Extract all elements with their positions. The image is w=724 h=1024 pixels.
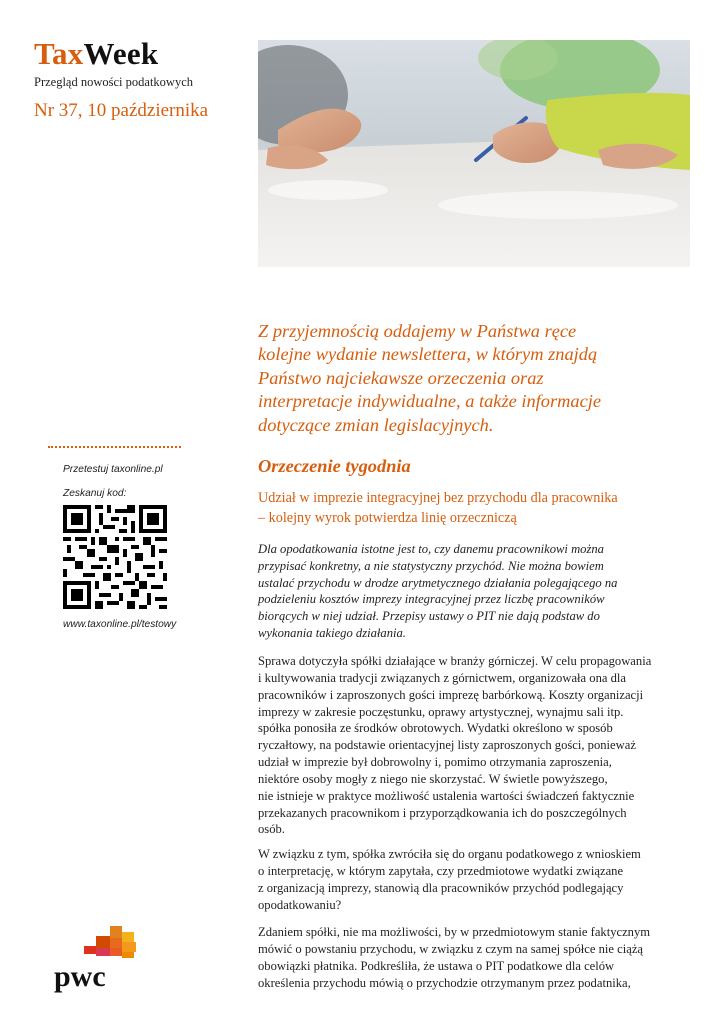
paragraph-line: o interpretację, w którym zapytała, czy przedmiotowe wydatki związane — [258, 863, 624, 878]
tagline: Przegląd nowości podatkowych — [34, 75, 193, 89]
pwc-wordmark: pwc — [54, 960, 106, 993]
paragraph-line: W związku z tym, spółka zwróciła się do organu podatkowego z wnioskiem — [258, 847, 641, 861]
paragraph-line: niektóre osoby mogły z niego nie skorzystać. W świetle powyższego, — [258, 771, 608, 786]
lead-line: Dla opodatkowania istotne jest to, czy danemu pracownikowi można — [258, 542, 604, 556]
paragraph-line: obowiązki płatnika. Podkreśliła, że ustawa o PIT podatkowe dla celów — [258, 958, 615, 973]
paragraph-line: ryczałtowy, na podstawie orientacyjnej listy zaproszonych gości, ponieważ — [258, 738, 636, 753]
section-title: Orzeczenie tygodnia — [258, 456, 411, 476]
paragraph-line: nie istnieje w praktyce możliwość ustalenia wartości świadczeń faktycznie — [258, 788, 635, 803]
article-headline — [258, 488, 678, 528]
logo-week: Week — [83, 36, 159, 71]
paragraph-line: opodatkowaniu? — [258, 897, 342, 912]
intro-line: kolejne wydanie newslettera, w którym znajdą — [258, 344, 598, 365]
paragraph-line: Sprawa dotyczyła spółki działające w branży górniczej. W celu propagowania — [258, 654, 652, 668]
intro-line: Z przyjemnością oddajemy w Państwa ręce — [258, 321, 577, 341]
paragraph-line: imprezy w zakresie poczęstunku, oprawy artystycznej, wynajmu sali itp. — [258, 704, 624, 719]
paragraph-line: Zdaniem spółki, nie ma możliwości, by w przedmiotowym stanie faktycznym — [258, 925, 651, 939]
intro-line: Państwo najciekawsze orzeczenia oraz — [258, 367, 544, 388]
intro-line: interpretacje indywidualne, a także informacje — [258, 391, 602, 412]
paragraph-line: mówić o powstaniu przychodu, w związku z czym na samej spółce nie ciążą — [258, 941, 644, 956]
masthead — [34, 36, 244, 122]
qr-code-icon[interactable] — [63, 505, 167, 609]
paragraph-line: przekazanych pracownikom i przyporządkowania ich do poszczególnych — [258, 805, 627, 820]
lead-line: biorących w niej udział. Przepisy ustawy o PIT nie dają podstaw do — [258, 609, 600, 624]
scan-code-label: Zeskanuj kod: — [63, 488, 127, 499]
paragraph-line: określenia przychodu mówią o przychodzie otrzymanym przez podatnika, — [258, 975, 631, 990]
article-lead — [258, 541, 678, 642]
headline-line: – kolejny wyrok potwierdza linię orzeczniczą — [258, 510, 517, 526]
pwc-logo — [52, 924, 144, 994]
issue-number: Nr 37, 10 października — [34, 100, 209, 121]
header-photo — [258, 40, 690, 267]
paragraph-line: i kultywowania tradycji związanych z górnictwem, organizowała ona dla — [258, 670, 626, 685]
lead-line: przypisać konkretny, a nie statystyczny przychód. Nie można bowiem — [258, 558, 604, 573]
lead-line: ustalać przychodu w drodze arytmetycznego działania polegającego na — [258, 575, 618, 590]
paragraph-line: spółka ponosiła ze środków obrotowych. Wydatki określono w sposób — [258, 721, 613, 736]
intro-line: dotyczące zmian legislacyjnych. — [258, 414, 494, 435]
logo-tax: Tax — [34, 36, 84, 71]
article-paragraph-1 — [258, 653, 688, 838]
article-paragraph-3 — [258, 924, 688, 991]
paragraph-line: osób. — [258, 822, 285, 837]
taxonline-url-link[interactable]: www.taxonline.pl/testowy — [63, 619, 177, 630]
lead-line: wykonania takiego działania. — [258, 625, 406, 640]
headline-line: Udział w imprezie integracyjnej bez przychodu dla pracownika — [258, 490, 618, 506]
taxonline-test-label: Przetestuj taxonline.pl — [63, 464, 163, 475]
paragraph-line: z organizacją imprezy, stanowią dla pracowników przychód podlegający — [258, 880, 624, 895]
intro-text — [258, 320, 698, 437]
article-paragraph-2 — [258, 846, 688, 913]
lead-line: podzieleniu kosztów imprezy integracyjnej przez liczbę pracowników — [258, 592, 605, 607]
taxweek-logo — [34, 36, 244, 72]
paragraph-line: udział w imprezie był dobrowolny i, pomimo otrzymania zaproszenia, — [258, 755, 612, 770]
paragraph-line: pracowników i zaproszonych gości imprezę barbórkową. Koszty organizacji — [258, 687, 644, 702]
sidebar-divider — [48, 446, 181, 448]
